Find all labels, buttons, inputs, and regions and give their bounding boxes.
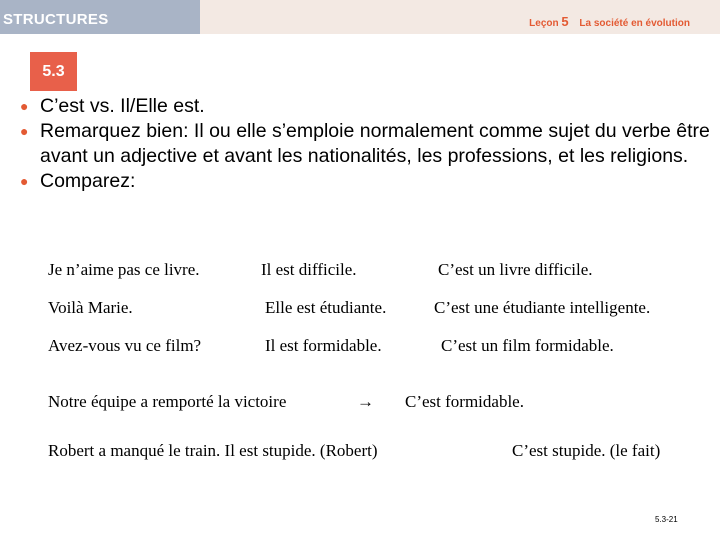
lesson-title: La société en évolution: [579, 18, 690, 29]
example-il-elle: Il est difficile.: [261, 260, 357, 279]
lesson-label: [529, 14, 690, 29]
example-sentence: Je n’aime pas ce livre.: [48, 260, 200, 279]
bullet-icon: ●: [20, 123, 29, 139]
lesson-word: Leçon: [529, 18, 559, 29]
bullet-icon: ●: [20, 173, 29, 189]
bullet-list: [20, 94, 710, 194]
section-title: STRUCTURES: [3, 11, 109, 28]
bullet-item: ● Remarquez bien: Il ou elle s’emploie normalement comme sujet du verbe être avant un adjective et avant les nationalités, les professions, et les religions.: [20, 120, 710, 167]
example-sentence: Notre équipe a remporté la victoire: [48, 392, 287, 411]
page-number: 5.3-21: [655, 515, 678, 524]
example-il-elle: Elle est étudiante.: [265, 298, 387, 317]
section-banner: [0, 0, 200, 34]
bullet-icon: ●: [20, 98, 29, 114]
bullet-item: ● C’est vs. Il/Elle est.: [20, 95, 205, 117]
arrow-icon: →: [357, 392, 374, 411]
example-sentence: Robert a manqué le train. Il est stupide. (Robert): [48, 441, 378, 460]
lesson-banner: [200, 0, 720, 34]
example-sentence: Voilà Marie.: [48, 298, 133, 317]
example-cest: C’est formidable.: [405, 392, 524, 411]
lesson-number: 5: [561, 14, 569, 29]
example-cest: C’est un livre difficile.: [438, 260, 593, 279]
header-bar: [0, 0, 720, 34]
example-il-elle: Il est formidable.: [265, 336, 382, 355]
example-sentence: Avez-vous vu ce film?: [48, 336, 202, 355]
bullet-item: ● Comparez:: [20, 170, 136, 192]
section-badge: 5.3: [30, 52, 77, 91]
example-cest: C’est stupide. (le fait): [512, 441, 661, 460]
example-cest: C’est une étudiante intelligente.: [434, 298, 651, 317]
example-cest: C’est un film formidable.: [441, 336, 614, 355]
